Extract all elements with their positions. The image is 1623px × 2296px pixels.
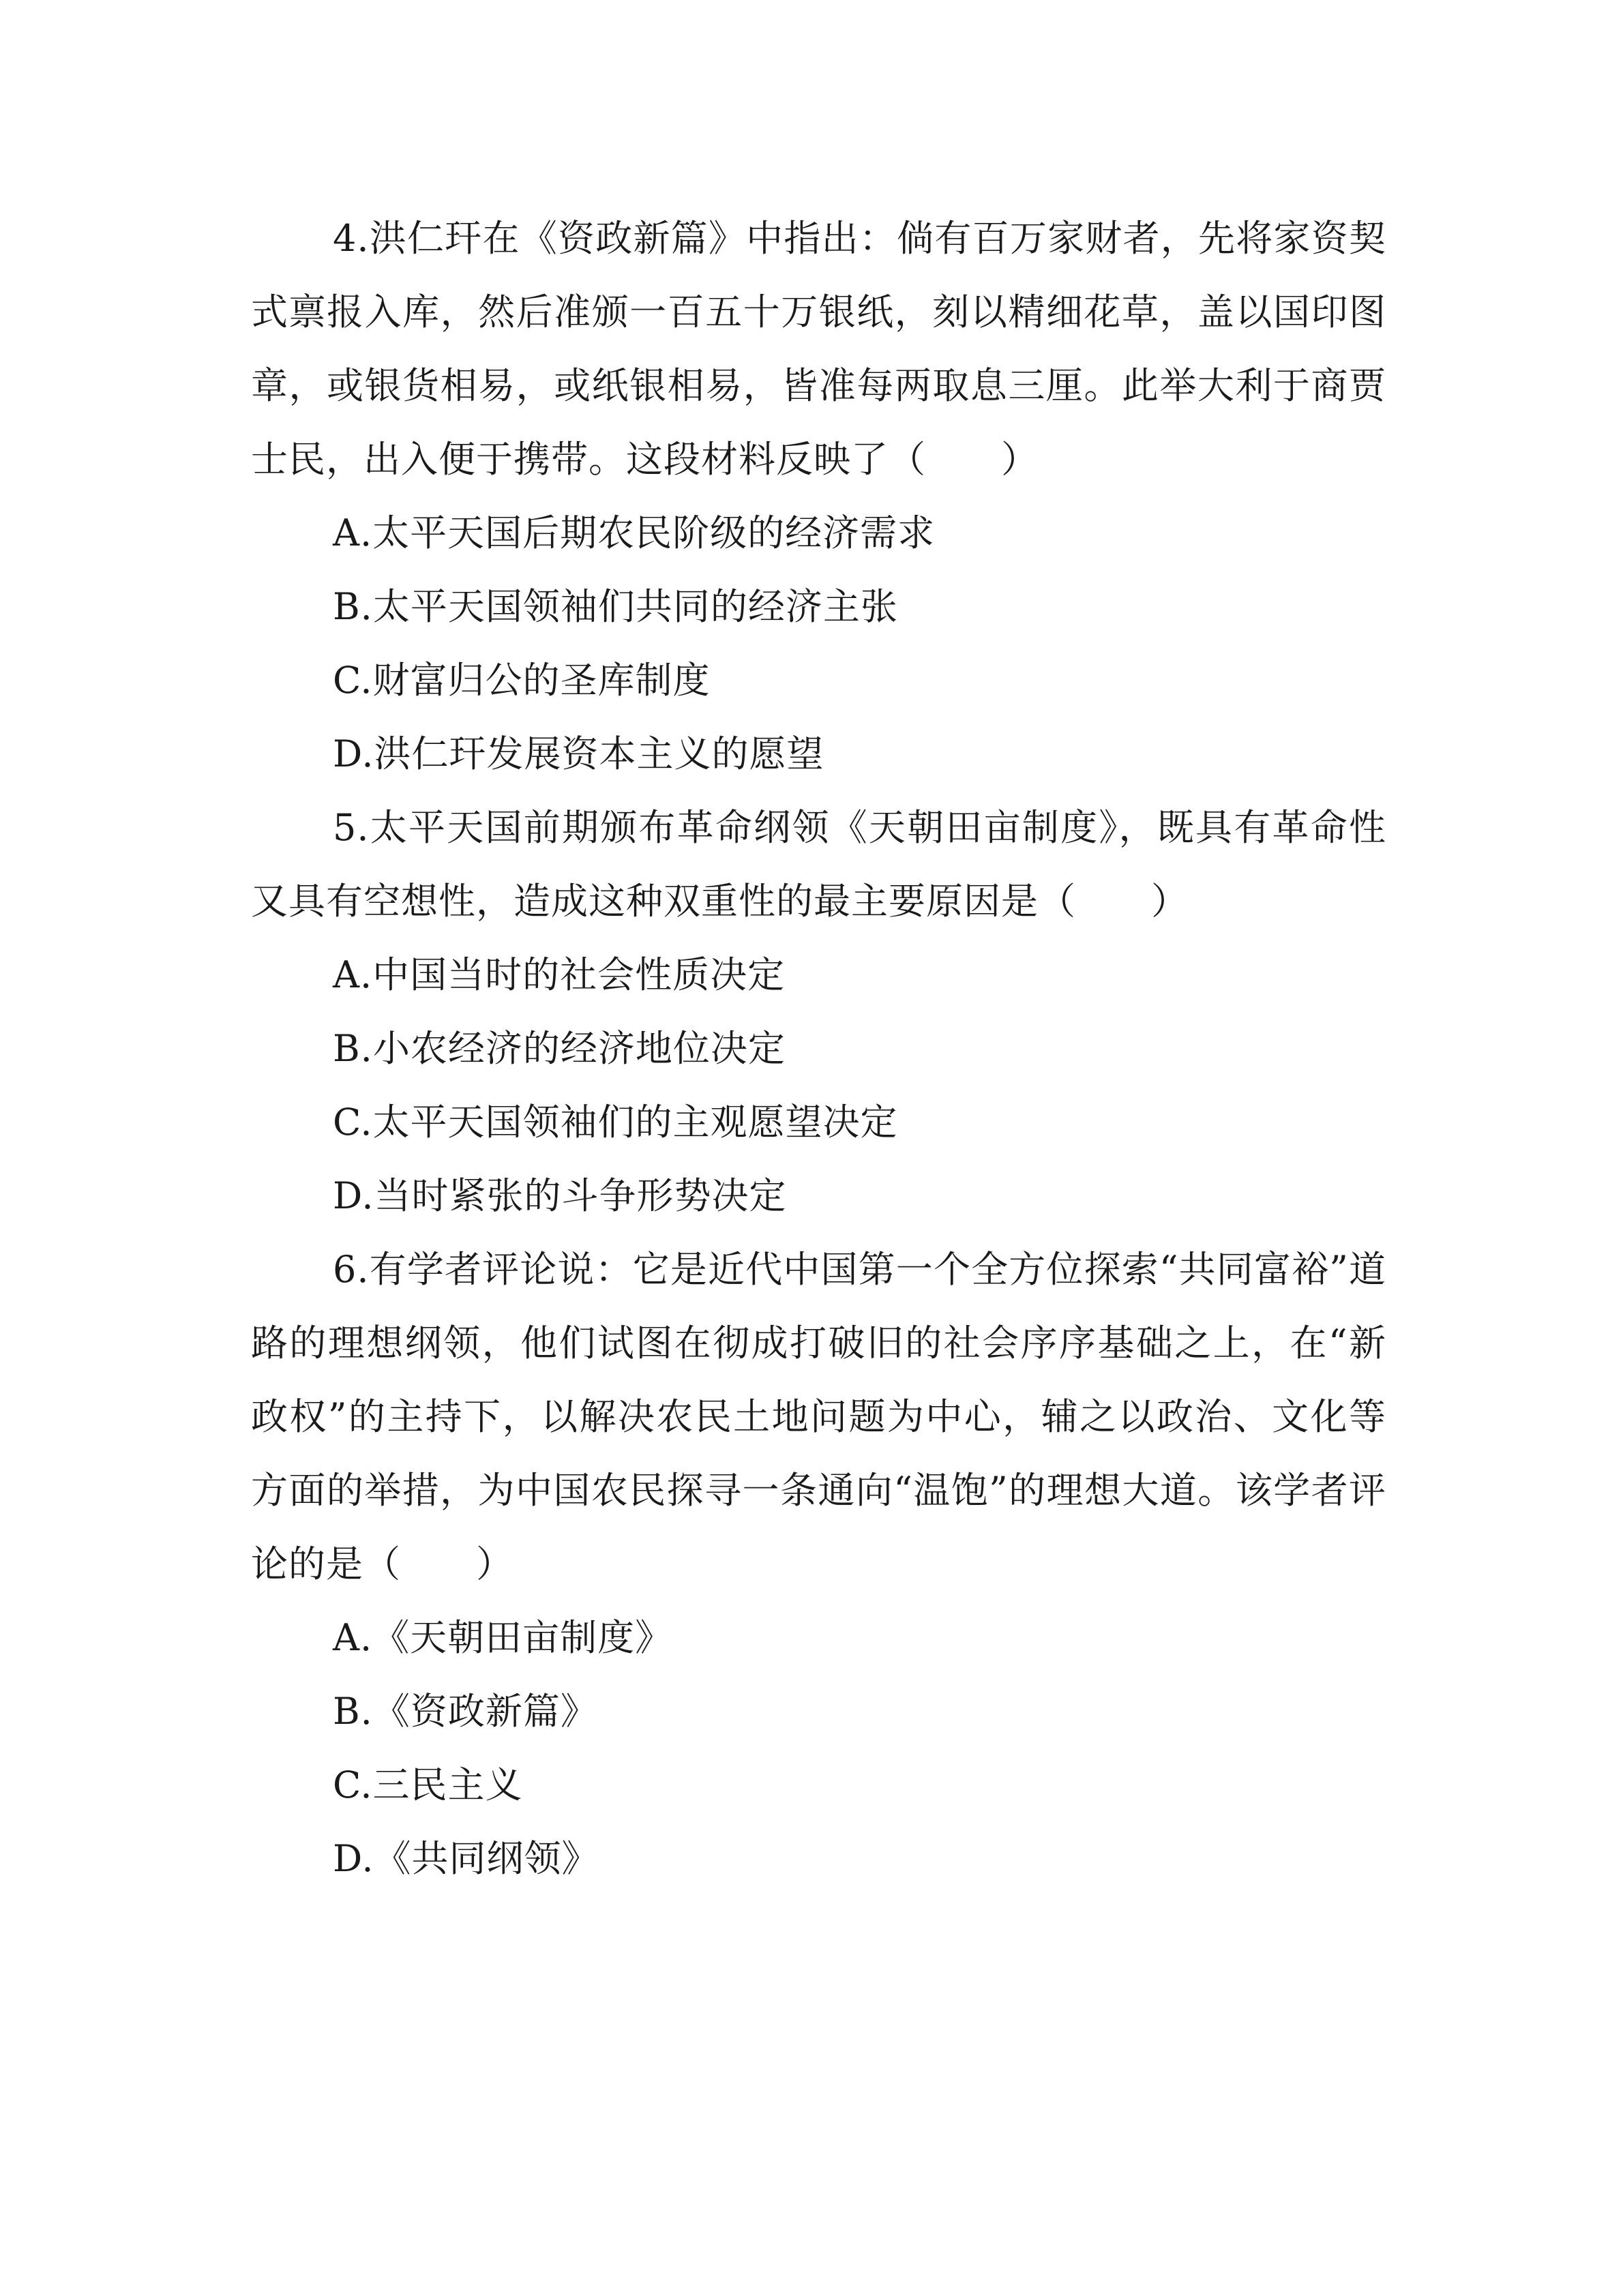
option-b: B.《资政新篇》 xyxy=(333,1690,598,1733)
question-6 xyxy=(251,1233,1386,1896)
option-c: C.三民主义 xyxy=(333,1763,523,1806)
option-b: B.太平天国领袖们共同的经济主张 xyxy=(333,585,898,628)
option-d: D.当时紧张的斗争形势决定 xyxy=(333,1174,787,1217)
question-list xyxy=(251,202,1386,1896)
question-4 xyxy=(251,202,1386,791)
option-d: D.洪仁玕发展资本主义的愿望 xyxy=(333,732,824,775)
question-stem: 4.洪仁玕在《资政新篇》中指出：倘有百万家财者，先将家资契式禀报入库，然后准颁一百五十万银纸，刻以精细花草，盖以国印图章，或银货相易，或纸银相易，皆准每两取息三厘。此举大利于商贾士民，出入便于携带。这段材料反映了（ ） xyxy=(251,217,1386,481)
option-a: A.中国当时的社会性质决定 xyxy=(333,953,786,996)
option-c: C.财富归公的圣库制度 xyxy=(333,659,711,702)
question-5 xyxy=(251,791,1386,1233)
option-list xyxy=(251,938,1386,1233)
option-b: B.小农经济的经济地位决定 xyxy=(333,1027,786,1070)
option-a: A.《天朝田亩制度》 xyxy=(333,1616,673,1659)
option-c: C.太平天国领袖们的主观愿望决定 xyxy=(333,1101,898,1144)
option-list xyxy=(251,496,1386,791)
option-list xyxy=(251,1601,1386,1896)
option-d: D.《共同纲领》 xyxy=(333,1837,599,1880)
question-stem: 5.太平天国前期颁布革命纲领《天朝田亩制度》，既具有革命性又具有空想性，造成这种双重性的最主要原因是（ ） xyxy=(251,806,1386,923)
question-stem: 6.有学者评论说：它是近代中国第一个全方位探索“共同富裕”道路的理想纲领，他们试图在彻成打破旧的社会序序基础之上，在“新政权”的主持下，以解决农民土地问题为中心，辅之以政治、文化等方面的举措，为中国农民探寻一条通向“温饱”的理想大道。该学者评论的是（ ） xyxy=(251,1248,1386,1585)
option-a: A.太平天国后期农民阶级的经济需求 xyxy=(333,511,936,554)
